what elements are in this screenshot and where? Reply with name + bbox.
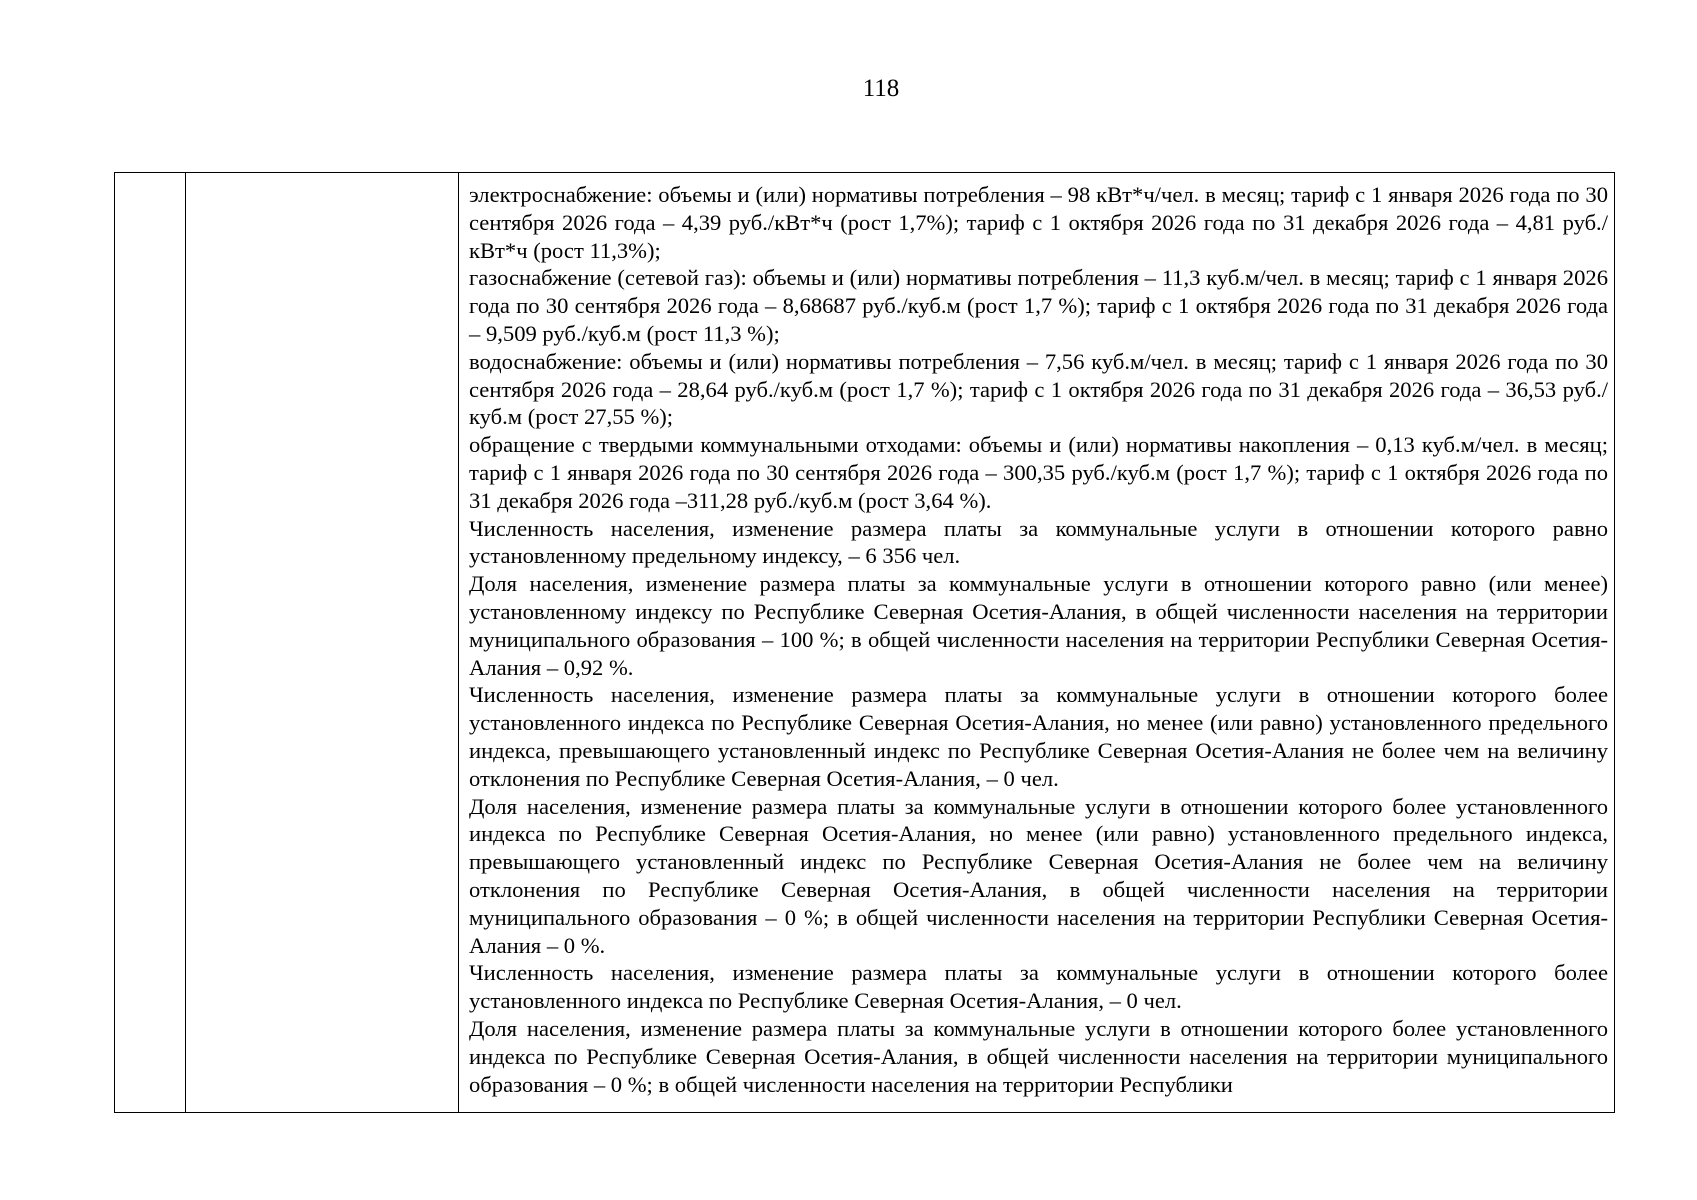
paragraph-share-equal: Доля населения, изменение размера платы за коммунальные услуги в отношении которого равно (или менее) установленному индексу по Республике Северная Осетия-Алания, в общей численности населения на территории муниципального образования – 100 %; в общей численности населения на территории Республики Северная Осетия-Алания – 0,92 %. (469, 571, 1608, 680)
paragraph-population-within-deviation: Численность населения, изменение размера платы за коммунальные услуги в отношении которого более установленного индекса по Республике Северная Осетия-Алания, но менее (или равно) установленного предельного индекса, превышающего установленный индекс по Республике Северная Осетия-Алания не более чем на величину отклонения по Республике Северная Осетия-Алания, – 0 чел. (469, 682, 1608, 791)
table-cell-description (459, 173, 1615, 1113)
paragraph-water: водоснабжение: объемы и (или) нормативы потребления – 7,56 куб.м/чел. в месяц; тариф с 1 января 2026 года по 30 сентября 2026 года – 28,64 руб./куб.м (рост 1,7 %); тариф с 1 октября 2026 года по 31 декабря 2026 года – 36,53 руб./куб.м (рост 27,55 %); (469, 348, 1608, 430)
table-cell-name (186, 173, 459, 1113)
table-cell-number (115, 173, 186, 1113)
paragraph-waste: обращение с твердыми коммунальными отходами: объемы и (или) нормативы накопления – 0,13 куб.м/чел. в месяц; тариф с 1 января 2026 года по 30 сентября 2026 года – 300,35 руб./куб.м (рост 1,7 %); тариф с 1 октября 2026 года по 31 декабря 2026 года –311,28 руб./куб.м (рост 3,64 %). (469, 432, 1608, 513)
paragraph-gas: газоснабжение (сетевой газ): объемы и (или) нормативы потребления – 11,3 куб.м/чел. в месяц; тариф с 1 января 2026 года по 30 сентября 2026 года – 8,68687 руб./куб.м (рост 1,7 %); тариф с 1 октября 2026 года по 31 декабря 2026 года – 9,509 руб./куб.м (рост 11,3 %); (469, 265, 1608, 346)
paragraph-population-above: Численность населения, изменение размера платы за коммунальные услуги в отношении которого более установленного индекса по Республике Северная Осетия-Алания, – 0 чел. (469, 960, 1608, 1014)
paragraph-share-above: Доля населения, изменение размера платы за коммунальные услуги в отношении которого более установленного индекса по Республике Северная Осетия-Алания, в общей численности населения на территории муниципального образования – 0 %; в общей численности населения на территории Республики (469, 1015, 1608, 1097)
description-text (459, 173, 1614, 1098)
paragraph-population-equal: Численность населения, изменение размера платы за коммунальные услуги в отношении которого равно установленному предельному индексу, – 6 356 чел. (469, 515, 1608, 569)
content-table (114, 172, 1615, 1113)
paragraph-electricity: электроснабжение: объемы и (или) нормативы потребления – 98 кВт*ч/чел. в месяц; тариф с 1 января 2026 года по 30 сентября 2026 года – 4,39 руб./кВт*ч (рост 1,7%); тариф с 1 октября 2026 года по 31 декабря 2026 года – 4,81 руб./кВт*ч (рост 11,3%); (469, 182, 1608, 263)
table-row (115, 173, 1615, 1113)
page-number: 118 (862, 75, 900, 102)
paragraph-share-within-deviation: Доля населения, изменение размера платы за коммунальные услуги в отношении которого более установленного индекса по Республике Северная Осетия-Алания, но менее (или равно) установленного предельного индекса, превышающего установленный индекс по Республике Северная Осетия-Алания не более чем на величину отклонения по Республике Северная Осетия-Алания, в общей численности населения на территории муниципального образования – 0 %; в общей численности населения на территории Республики Северная Осетия-Алания – 0 %. (469, 793, 1608, 958)
